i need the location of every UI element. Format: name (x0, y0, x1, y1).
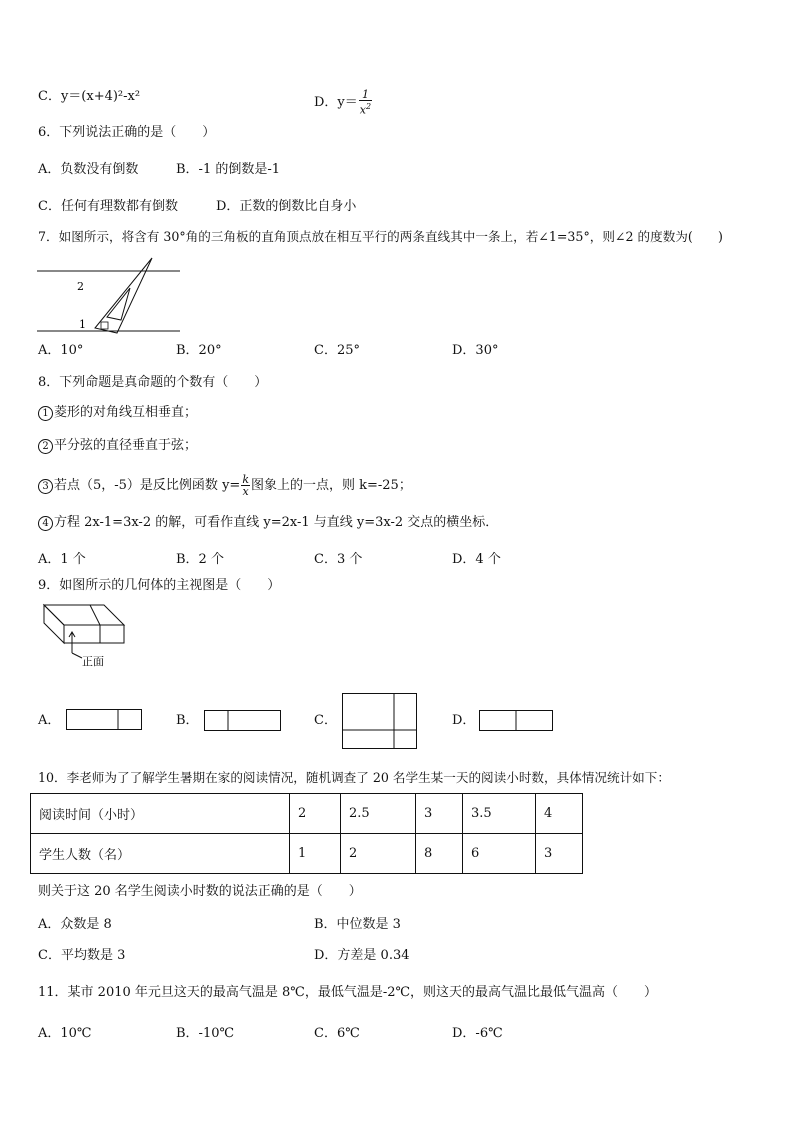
item-number-circle: 2 (38, 439, 53, 454)
item-number-circle: 1 (38, 406, 53, 421)
q8-option-b: B．2 个 (176, 552, 224, 567)
q11-option-c: C．6℃ (314, 1026, 360, 1041)
table-row (31, 794, 583, 834)
solid-left-face (44, 605, 64, 643)
q8-option-c: C．3 个 (314, 552, 363, 567)
q9-figure-3d-solid (42, 603, 132, 673)
table-cell: 学生人数（名） (31, 834, 290, 874)
q8-item-4-text: 方程 2x-1=3x-2 的解，可看作直线 y=2x-1 与直线 y=3x-2 交点的横坐标． (54, 515, 499, 530)
q9-option-c: C． (314, 713, 337, 728)
solid-top-face (44, 605, 124, 625)
q8-item-2 (38, 438, 197, 454)
q10-option-c: C．平均数是 3 (38, 948, 126, 963)
q8-item-3 (38, 474, 412, 497)
q9-option-d-figure (479, 710, 554, 732)
q9-option-b: B． (176, 713, 199, 728)
q6-option-c: C．任何有理数都有倒数 (38, 199, 178, 214)
set-square-inner (107, 288, 130, 320)
item-number-circle: 4 (38, 516, 53, 531)
q7-option-a: A．10° (38, 343, 84, 358)
q8-item-4 (38, 515, 498, 531)
q8-item-3-suffix: 图象上的一点，则 k=-25； (250, 478, 412, 493)
q9-option-b-figure (204, 710, 282, 732)
q5-option-d-fraction (359, 89, 372, 116)
table-cell: 8 (416, 834, 463, 874)
solid-top-divider (90, 605, 100, 625)
q8-option-a: A．1 个 (38, 552, 86, 567)
angle-2-label: 2 (77, 280, 84, 293)
q9-option-a: A． (38, 713, 61, 728)
table-cell: 3 (536, 834, 583, 874)
view-outline (343, 694, 417, 749)
q11-option-b: B．-10℃ (176, 1026, 235, 1041)
fraction-numerator: k (242, 473, 249, 486)
q6-option-a: A．负数没有倒数 (38, 162, 139, 177)
right-angle-mark (101, 322, 108, 329)
q7-figure-parallel-lines-triangle (37, 256, 182, 336)
q8-option-d: D．4 个 (452, 552, 501, 567)
front-view-label: 正面 (82, 655, 104, 668)
q9-option-a-figure (66, 709, 143, 731)
q7-option-d: D．30° (452, 343, 499, 358)
q10-data-table (30, 793, 583, 874)
q9-question: 9．如图所示的几何体的主视图是（ ） (38, 578, 281, 593)
q8-item-1 (38, 405, 197, 421)
q8-item-3-prefix: 若点（5，-5）是反比例函数 y= (54, 478, 241, 493)
q10-option-b: B．中位数是 3 (314, 917, 401, 932)
fraction-denominator: x (359, 103, 366, 117)
q8-item-1-text: 菱形的对角线互相垂直； (54, 405, 198, 420)
table-row (31, 834, 583, 874)
fraction-denominator: x (242, 485, 249, 498)
q8-question: 8．下列命题是真命题的个数有（ ） (38, 375, 268, 390)
fraction-exponent: 2 (366, 102, 372, 111)
table-cell: 3 (416, 794, 463, 834)
table-cell: 1 (290, 834, 341, 874)
table-cell: 2 (341, 834, 416, 874)
q10-option-a: A．众数是 8 (38, 917, 112, 932)
table-cell: 6 (463, 834, 536, 874)
table-cell: 2.5 (341, 794, 416, 834)
table-cell: 2 (290, 794, 341, 834)
q8-item-3-fraction (241, 474, 250, 497)
q10-question: 10．李老师为了了解学生暑期在家的阅读情况，随机调查了 20 名学生某一天的阅读小时数，具体情况统计如下： (38, 770, 670, 785)
q11-option-a: A．10℃ (38, 1026, 92, 1041)
q5-option-d-prefix: D．y＝ (314, 94, 358, 110)
q7-question: 7．如图所示，将含有 30°角的三角板的直角顶点放在相互平行的两条直线其中一条上，若∠1=35°，则∠2 的度数为( ) (38, 229, 723, 244)
q11-option-d: D．-6℃ (452, 1026, 503, 1041)
angle-1-label: 1 (79, 318, 86, 331)
q7-option-b: B．20° (176, 343, 222, 358)
q9-option-d: D． (452, 713, 476, 728)
fraction-numerator: 1 (359, 89, 372, 101)
q11-question: 11．某市 2010 年元旦这天的最高气温是 8℃，最低气温是-2℃，则这天的最高气温比最低气温高（ ） (38, 985, 658, 1000)
q5-option-d (314, 89, 373, 116)
q8-item-2-text: 平分弦的直径垂直于弦； (54, 438, 198, 453)
view-outline (67, 710, 142, 730)
q6-option-b: B．-1 的倒数是-1 (176, 162, 281, 177)
q10-followup: 则关于这 20 名学生阅读小时数的说法正确的是（ ） (38, 884, 362, 899)
view-outline (205, 711, 281, 731)
item-number-circle: 3 (38, 479, 53, 494)
q10-option-d: D．方差是 0.34 (314, 948, 410, 963)
table-cell: 阅读时间（小时） (31, 794, 290, 834)
q6-option-d: D．正数的倒数比自身小 (216, 199, 357, 214)
table-cell: 3.5 (463, 794, 536, 834)
q7-option-c: C．25° (314, 343, 360, 358)
q6-question: 6．下列说法正确的是（ ） (38, 125, 216, 140)
front-view-arrow-tail (72, 653, 82, 658)
q9-option-c-figure (342, 693, 418, 750)
q5-option-c: C．y＝(x+4)²-x² (38, 89, 141, 104)
table-cell: 4 (536, 794, 583, 834)
